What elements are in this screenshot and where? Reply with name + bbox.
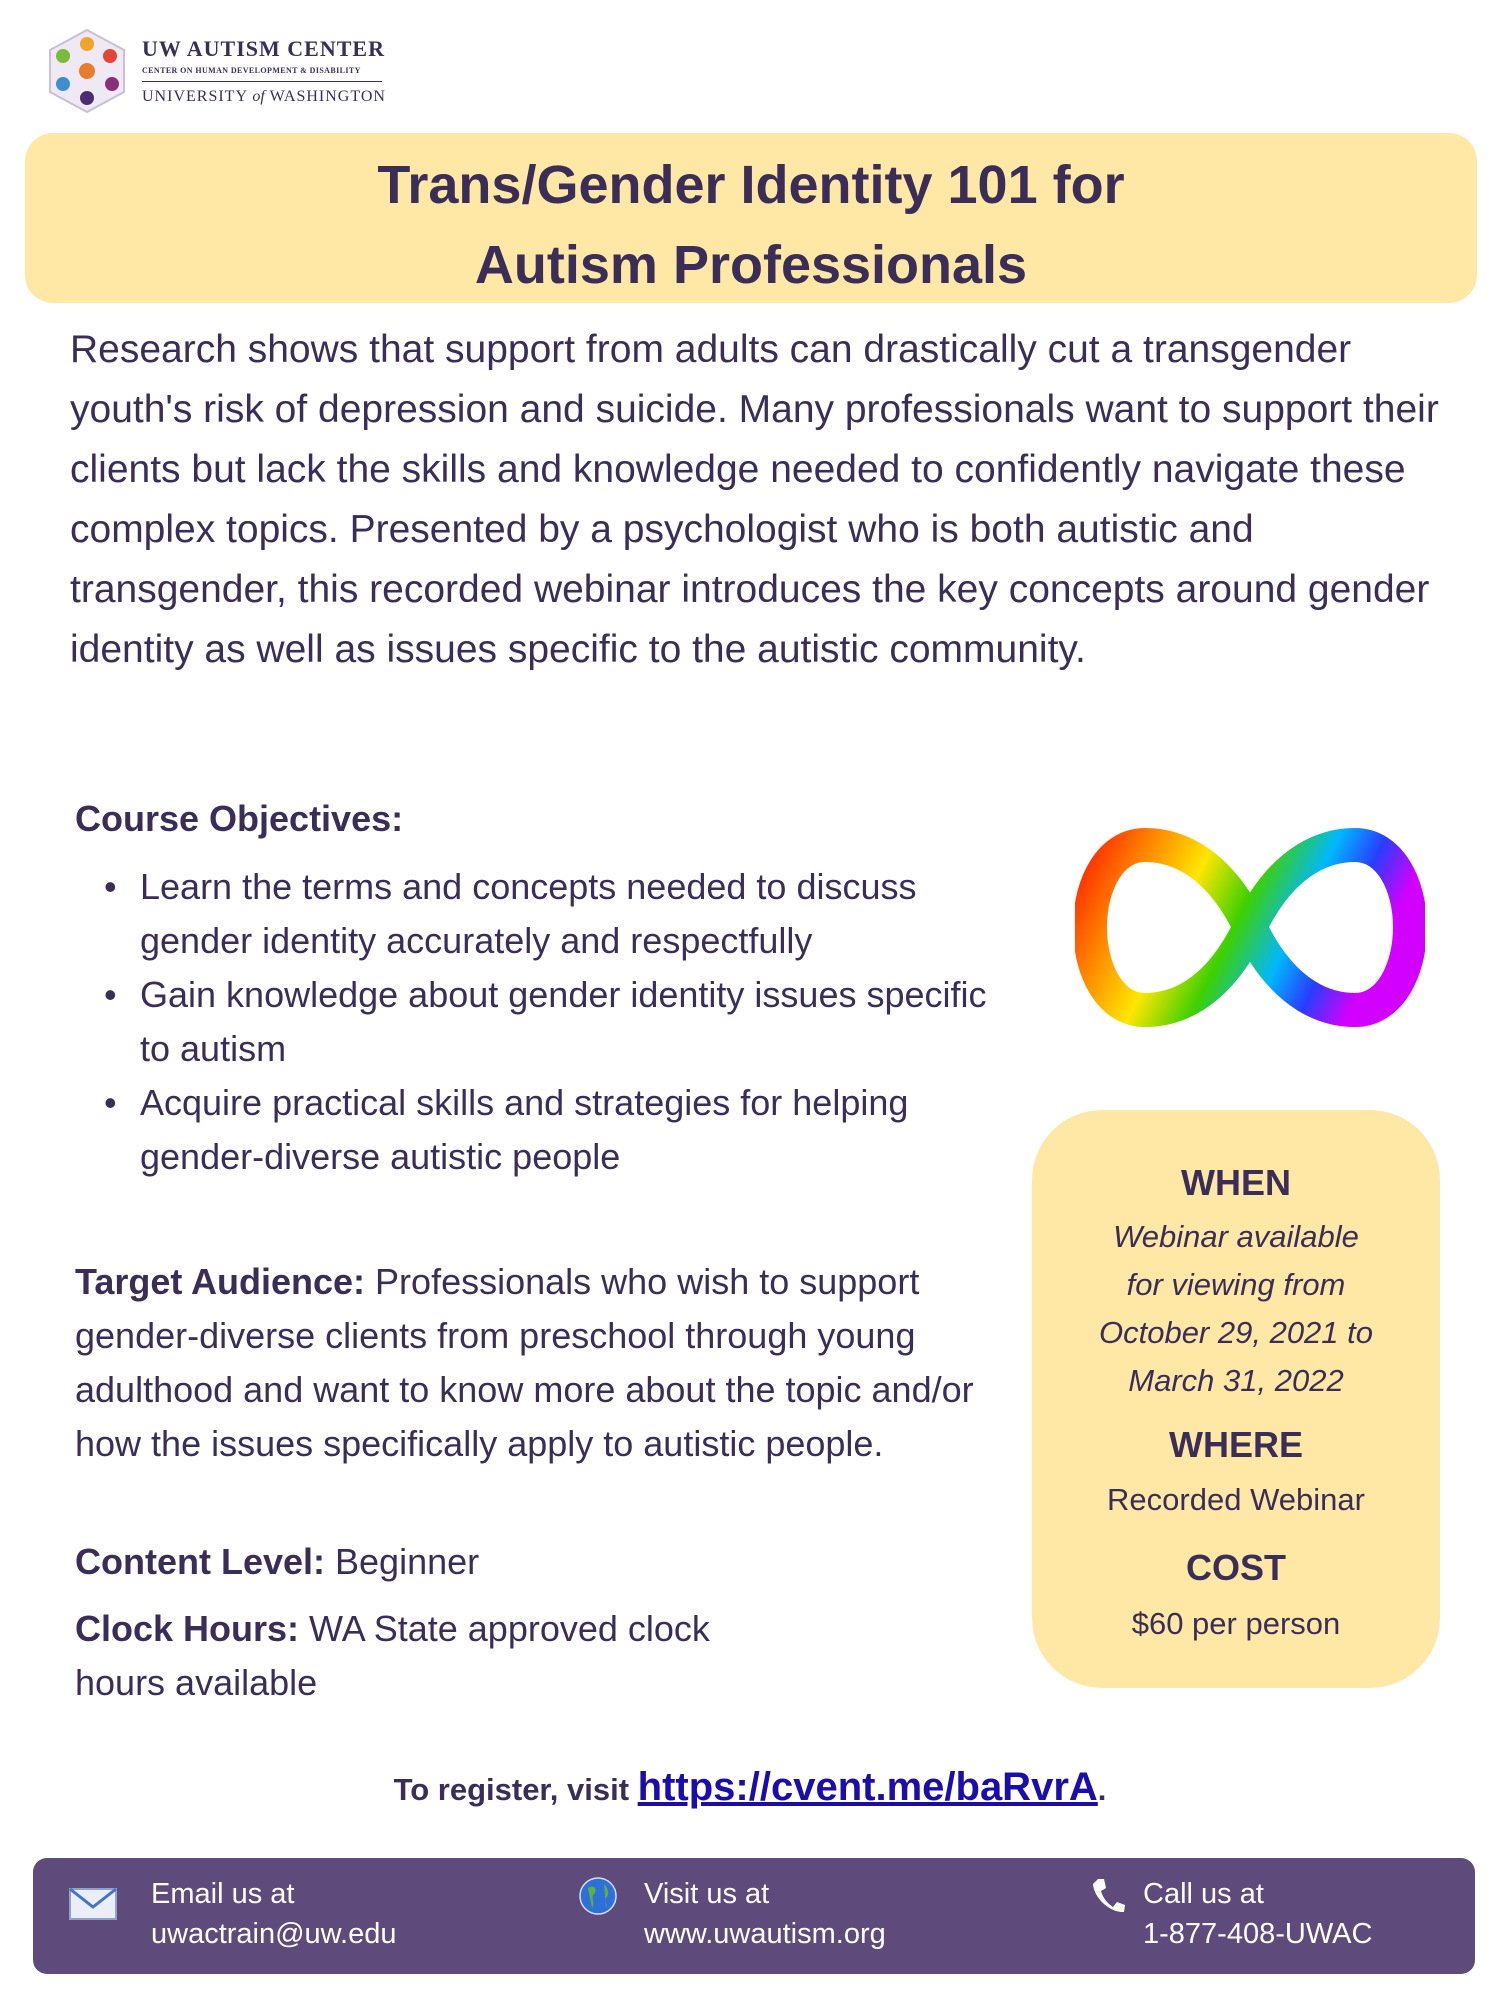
website-url[interactable]: www.uwautism.org xyxy=(644,1918,886,1950)
contact-footer xyxy=(33,1858,1475,1974)
clock-hours: Clock Hours: WA State approved clock hours available xyxy=(75,1608,710,1703)
globe-icon xyxy=(578,1876,618,1916)
where-heading: WHERE xyxy=(1169,1424,1303,1465)
phone-icon xyxy=(1090,1876,1126,1916)
objectives-list xyxy=(100,860,1000,1184)
rainbow-infinity-icon xyxy=(1075,825,1425,1030)
cost-value: $60 per person xyxy=(1131,1606,1341,1641)
phone-number[interactable]: 1-877-408-UWAC xyxy=(1143,1918,1373,1950)
email-address[interactable]: uwactrain@uw.edu xyxy=(151,1918,397,1950)
uw-autism-center-logo xyxy=(44,28,130,114)
logo-wordmark xyxy=(142,36,402,106)
title-banner xyxy=(25,133,1477,303)
register-link[interactable]: https://cvent.me/baRvrA xyxy=(637,1765,1098,1809)
when-details: Webinar available for viewing from October 29, 2021 to March 31, 2022 xyxy=(1098,1219,1374,1398)
event-info-box xyxy=(1032,1110,1440,1688)
where-value: Recorded Webinar xyxy=(1107,1482,1365,1517)
objective-item: • Learn the terms and concepts needed to discuss gender identity accurately and respectfully xyxy=(100,860,1000,968)
register-line: To register, visit https://cvent.me/baRvrA. xyxy=(393,1765,1107,1809)
website-contact: Visit us at www.uwautism.org xyxy=(644,1874,886,1954)
org-name: UW AUTISM CENTER xyxy=(142,36,385,61)
objectives-heading: Course Objectives: xyxy=(75,798,404,839)
objective-item: • Acquire practical skills and strategies for helping gender-diverse autistic people xyxy=(100,1076,1000,1184)
phone-contact: Call us at 1-877-408-UWAC xyxy=(1143,1874,1372,1954)
objective-item: • Gain knowledge about gender identity issues specific to autism xyxy=(100,968,1000,1076)
envelope-icon xyxy=(69,1888,117,1920)
intro-paragraph: Research shows that support from adults can drastically cut a transgender youth's risk of depression and suicide. Many professionals want to support their clients but lack the skills and knowledge needed to confidently navigate these complex topics. Presented by a psychologist who is both autistic and transgender, this recorded webinar introduces the key concepts around gender identity as well as issues specific to the autistic community. xyxy=(70,328,1439,671)
logo-divider xyxy=(142,81,382,82)
when-heading: WHEN xyxy=(1181,1162,1291,1203)
content-level: Content Level: Beginner xyxy=(75,1541,480,1582)
email-contact: Email us at uwactrain@uw.edu xyxy=(151,1874,396,1954)
org-subtitle: CENTER ON HUMAN DEVELOPMENT & DISABILITY xyxy=(142,66,361,75)
target-audience: Target Audience: Professionals who wish to support gender-diverse clients from preschool through young adulthood and want to know more about the topic and/or how the issues specifically apply to autistic people. xyxy=(75,1261,974,1464)
page-title: Trans/Gender Identity 101 for Autism Professionals xyxy=(377,155,1125,295)
university-name: UNIVERSITY of WASHINGTON xyxy=(142,88,386,105)
cost-heading: COST xyxy=(1185,1547,1286,1588)
